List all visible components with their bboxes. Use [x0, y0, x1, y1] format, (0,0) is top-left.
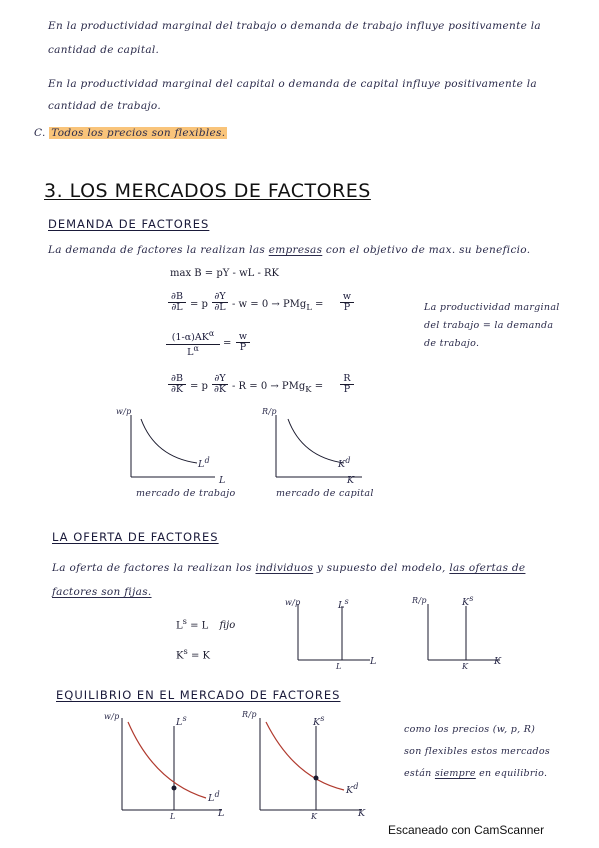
labor-eq-demand-label	[208, 790, 220, 804]
labor-demand-ylabel: w/p	[116, 407, 132, 416]
labor-supply-ylabel: w/p	[285, 598, 301, 607]
capital-eq-demand-label	[346, 782, 359, 796]
eq3-den	[166, 344, 220, 359]
labor-supply-eq-rest: = L	[186, 620, 209, 632]
labor-supply-graph	[290, 596, 380, 668]
capital-supply-eq-text: K	[176, 650, 184, 662]
demand-note-3: de trabajo.	[424, 338, 480, 349]
eq3-den-text: L	[187, 346, 194, 358]
eq4-mid: = p	[190, 381, 208, 392]
labor-eq-xlabel: L	[218, 808, 225, 819]
capital-supply-curve-sup: s	[469, 594, 474, 603]
demand-text-emph: empresas	[268, 244, 323, 256]
labor-supply-curve-sup: s	[344, 597, 349, 606]
capital-supply-xlabel: K	[494, 656, 502, 667]
labor-supply-curve-label	[338, 597, 349, 611]
labor-eq-ylabel: w/p	[104, 712, 120, 721]
capital-eq-supply-sup: s	[320, 714, 325, 723]
demand-text-post: con el objetivo de max. su beneficio.	[322, 244, 531, 256]
capital-eq-demand-text: K	[346, 785, 354, 797]
capital-supply-curve-text: K	[462, 597, 470, 609]
labor-supply-tick: L	[336, 662, 342, 671]
intro-line-2: cantidad de capital.	[48, 44, 160, 56]
eq3-num	[166, 330, 220, 344]
intro-line-4: cantidad de trabajo.	[48, 100, 162, 112]
labor-supply-eq-note: fijo	[219, 620, 236, 632]
eq2-dy	[212, 292, 228, 314]
capital-demand-curve	[288, 419, 344, 463]
capital-supply-eq-sup: s	[183, 646, 188, 656]
labor-supply-eq	[176, 616, 235, 631]
eq3-num-text: (1-α)AK	[171, 332, 209, 344]
eq2-lhs-num: ∂B	[171, 291, 183, 302]
labor-demand-curve-label	[198, 456, 210, 470]
eq4-dy-den: ∂K	[213, 384, 226, 396]
eq4-sub: K	[305, 384, 312, 394]
eq3-rhs-den: P	[236, 342, 250, 353]
eq2-mid: = p	[190, 299, 208, 310]
labor-supply-eq-sup: s	[182, 616, 187, 626]
scanner-watermark: Escaneado con CamScanner	[388, 823, 545, 837]
eq3-lhs	[166, 330, 220, 358]
labor-market-caption: mercado de trabajo	[136, 488, 236, 499]
section-title: 3. LOS MERCADOS DE FACTORES	[44, 180, 371, 202]
capital-supply-ylabel: R/p	[412, 596, 427, 605]
eq4-lhs-num: ∂B	[171, 373, 183, 384]
intro-line-3: En la productividad marginal del capital o demanda de capital influye positivamente la	[48, 78, 537, 90]
point-c-label: C.	[34, 127, 46, 139]
capital-demand-curve-label	[338, 456, 351, 470]
demand-text-pre: La demanda de factores la realizan las	[48, 244, 269, 256]
capital-demand-xlabel: K	[347, 475, 355, 486]
eq2-eq: =	[315, 299, 324, 310]
capital-eq-ylabel: R/p	[242, 710, 257, 719]
capital-eq-tick: K	[311, 812, 318, 821]
equilibrium-note-3-emph: siempre	[434, 768, 476, 779]
eq4-lhs-den: ∂K	[168, 384, 186, 395]
labor-eq-supply-label	[176, 714, 187, 728]
capital-supply-eq-rest: = K	[187, 650, 210, 662]
labor-supply-curve-text: L	[338, 600, 345, 612]
eq4-rhs	[340, 374, 354, 396]
eq4-eq: =	[314, 381, 324, 392]
supply-heading: LA OFERTA DE FACTORES	[52, 530, 219, 544]
capital-demand-ylabel: R/p	[262, 407, 277, 416]
profit-equation: max B = pY - wL - RK	[170, 268, 280, 279]
equilibrium-note-3	[404, 768, 547, 779]
demand-note-2: del trabajo = la demanda	[424, 320, 554, 331]
capital-demand-curve-sup: d	[345, 456, 351, 465]
eq2-dy-num: ∂Y	[214, 291, 226, 302]
eq2-rhs	[340, 292, 354, 314]
equilibrium-note-2: son flexibles estos mercados	[404, 746, 551, 757]
labor-eq-point	[172, 786, 177, 791]
capital-eq-demand-sup: d	[353, 782, 359, 791]
demand-text	[48, 244, 530, 256]
eq4-rest-text: - R = 0 → PMg	[232, 381, 306, 392]
supply-text-emph1: individuos	[255, 562, 314, 574]
labor-eq-demand-sup: d	[214, 790, 220, 799]
point-c-text: Todos los precios son flexibles.	[51, 127, 226, 139]
supply-text-pre: La oferta de factores la realizan los	[52, 562, 256, 574]
labor-eq-demand-curve	[128, 722, 206, 798]
eq3-rhs	[236, 332, 250, 354]
supply-text-emph2: las ofertas de	[449, 562, 526, 574]
eq2-dy-den: ∂L	[212, 302, 228, 313]
labor-demand-curve	[141, 419, 197, 463]
eq4-rhs-den: P	[340, 384, 354, 395]
eq4-rest	[232, 381, 323, 394]
equilibrium-note-3-post: en equilibrio.	[475, 768, 548, 779]
supply-text-mid: y supuesto del modelo,	[313, 562, 450, 574]
labor-demand-curve-text: L	[198, 459, 205, 471]
eq2-lhs	[168, 292, 186, 314]
eq3-den-sup: α	[193, 343, 199, 353]
labor-supply-xlabel: L	[370, 656, 377, 667]
eq4-dy	[212, 374, 228, 396]
eq2-lhs-den: ∂L	[168, 302, 186, 313]
labor-eq-tick: L	[170, 812, 176, 821]
capital-market-caption: mercado de capital	[276, 488, 374, 499]
capital-demand-graph	[262, 405, 392, 485]
eq2-sub: L	[306, 302, 312, 312]
capital-eq-supply-label	[313, 714, 325, 728]
capital-supply-tick: K	[462, 662, 469, 671]
eq3-rhs-num: w	[238, 331, 248, 342]
equilibrium-note-3-pre: están	[404, 768, 435, 779]
equilibrium-heading: EQUILIBRIO EN EL MERCADO DE FACTORES	[56, 688, 341, 702]
demand-heading: DEMANDA DE FACTORES	[48, 217, 210, 231]
eq3-num-sup: α	[208, 329, 215, 338]
labor-demand-xlabel: L	[219, 475, 226, 486]
capital-eq-supply-text: K	[313, 717, 321, 729]
supply-text-2: factores son fijas.	[52, 586, 152, 598]
eq3-eq: =	[223, 338, 232, 349]
point-c	[34, 127, 227, 139]
eq2-rhs-den: P	[340, 302, 354, 313]
eq2-rest-text: - w = 0 → PMg	[232, 299, 307, 310]
capital-supply-curve-label	[462, 594, 474, 608]
capital-eq-point	[314, 776, 319, 781]
eq2-rest	[232, 299, 323, 312]
capital-eq-demand-curve	[266, 722, 344, 790]
capital-eq-xlabel: K	[358, 808, 366, 819]
eq4-rhs-num: R	[343, 373, 351, 384]
labor-equilibrium-graph	[110, 712, 240, 822]
capital-demand-curve-text: K	[338, 459, 346, 471]
labor-eq-supply-text: L	[176, 717, 183, 729]
labor-supply-eq-text: L	[176, 620, 183, 632]
labor-demand-curve-sup: d	[204, 456, 210, 465]
demand-note-1: La productividad marginal	[424, 302, 560, 313]
intro-line-1: En la productividad marginal del trabajo o demanda de trabajo influye positivamente la	[48, 20, 541, 32]
capital-supply-eq	[176, 646, 210, 661]
supply-text-1	[52, 562, 525, 574]
labor-demand-graph	[115, 405, 245, 485]
eq4-lhs	[168, 374, 186, 396]
eq2-rhs-num: w	[342, 291, 352, 302]
labor-eq-demand-text: L	[208, 793, 215, 805]
labor-eq-supply-sup: s	[182, 714, 187, 723]
eq4-dy-num: ∂Y	[214, 373, 226, 384]
capital-equilibrium-graph	[250, 712, 380, 822]
equilibrium-note-1: como los precios (w, p, R)	[404, 724, 536, 735]
